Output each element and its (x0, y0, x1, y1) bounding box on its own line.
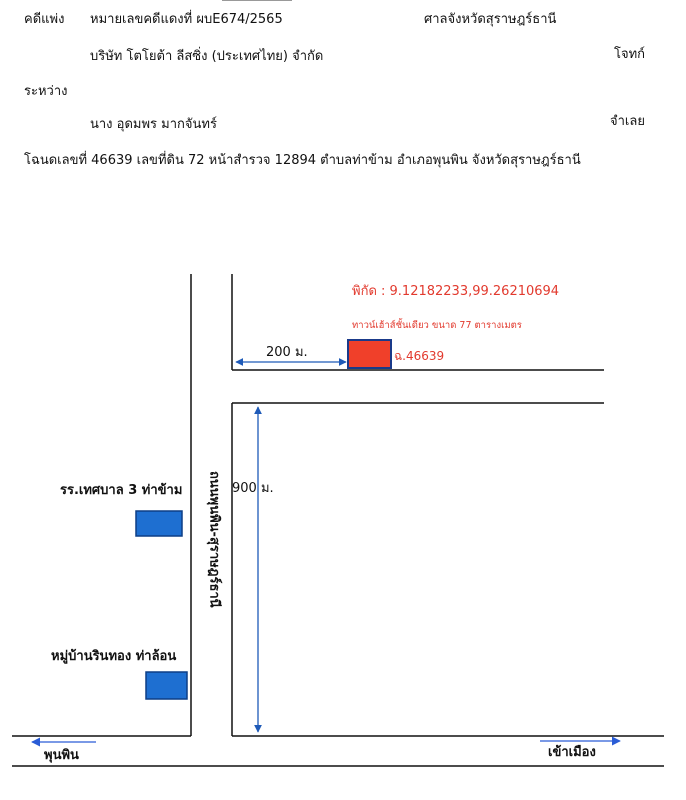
property-marker (348, 340, 391, 368)
school-label: รร.เทศบาล 3 ท่าข้าม (60, 483, 183, 498)
defendant-role: จำเลย (610, 114, 645, 129)
court-name: ศาลจังหวัดสุราษฎร์ธานี (424, 12, 557, 27)
plaintiff-name: บริษัท โตโยต้า ลีสซิ่ง (ประเทศไทย) จำกัด (90, 49, 324, 64)
deed-label: ฉ.46639 (394, 349, 445, 363)
school-marker (136, 511, 182, 536)
direction-left-label: พุนพิน (44, 748, 79, 763)
coordinates-label: พิกัด : 9.12182233,99.26210694 (352, 284, 560, 299)
distance-h-label: 200 ม. (266, 345, 308, 360)
village-label: หมู่บ้านรินทอง ท่าล้อน (51, 649, 177, 664)
deed-info: โฉนดเลขที่ 46639 เลขที่ดิน 72 หน้าสำรวจ 12894 ตำบลท่าข้าม อำเภอพุนพิน จังหวัดสุราษฎร์ธานี (24, 153, 581, 168)
village-marker (146, 672, 187, 699)
between-label: ระหว่าง (24, 84, 68, 99)
case-type-label: คดีแพ่ง (24, 12, 65, 27)
distance-v-label: 900 ม. (232, 481, 274, 496)
property-desc: ทาวน์เฮ้าส์ชั้นเดียว ขนาด 77 ตารางเมตร (352, 320, 522, 331)
defendant-name: นาง อุดมพร มากจันทร์ (90, 117, 217, 132)
road-name-label: ถนนพุนพิน-สุราษฎร์ธานี (206, 470, 222, 608)
case-number: หมายเลขคดีแดงที่ ผบE674/2565 (90, 12, 283, 27)
direction-right-label: เข้าเมือง (548, 745, 596, 760)
plaintiff-role: โจทก์ (614, 47, 646, 62)
